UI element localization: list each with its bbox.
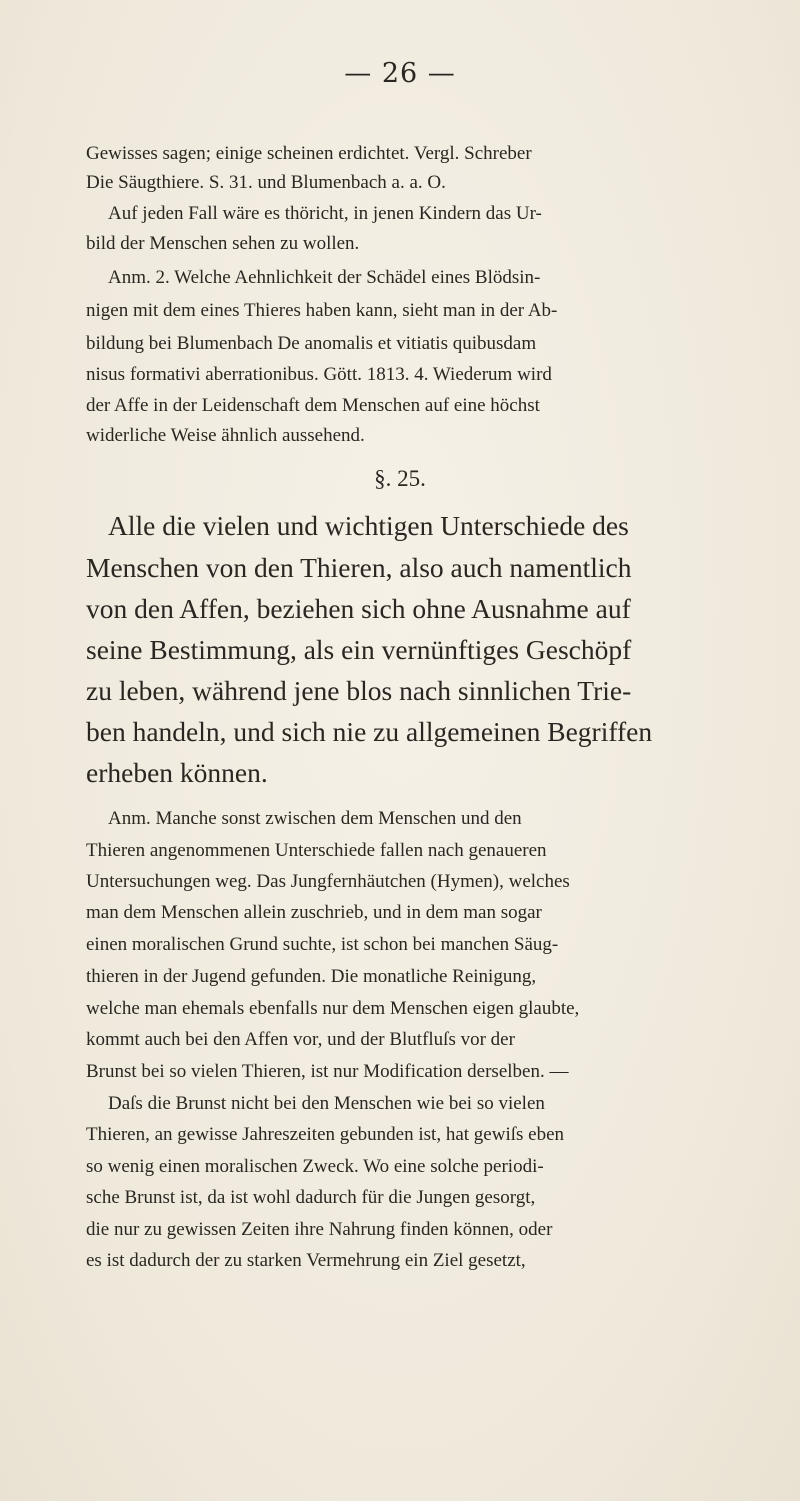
annotation-line: einen moralischen Grund suchte, ist schon bei manchen Säug- [86, 934, 559, 955]
note-line: bild der Menschen sehen zu wollen. [86, 233, 360, 254]
annotation-line: Thieren, an gewisse Jahreszeiten gebunden ist, hat gewiſs eben [86, 1124, 565, 1145]
annotation-line: welche man ehemals ebenfalls nur dem Menschen eigen glaubte, [86, 998, 580, 1019]
note-line: nigen mit dem eines Thieres haben kann, sieht man in der Ab- [86, 300, 558, 321]
page-number: — 26 — [344, 58, 456, 89]
section-heading: §. 25. [374, 466, 426, 491]
annotation-line: thieren in der Jugend gefunden. Die monatliche Reinigung, [86, 966, 537, 987]
annotation-line: kommt auch bei den Affen vor, und der Blutfluſs vor der [86, 1029, 515, 1050]
annotation-line: Anm. Manche sonst zwischen dem Menschen und den [108, 808, 522, 829]
main-text-line: von den Affen, beziehen sich ohne Ausnahme auf [86, 593, 631, 624]
note-line: Auf jeden Fall wäre es thöricht, in jenen Kindern das Ur- [108, 203, 542, 224]
note-line: Anm. 2. Welche Aehnlichkeit der Schädel eines Blödsin- [108, 267, 541, 288]
note-line: der Affe in der Leidenschaft dem Menschen auf eine höchst [86, 395, 540, 416]
annotation-line: so wenig einen moralischen Zweck. Wo eine solche periodi- [86, 1156, 544, 1177]
annotation-line: Daſs die Brunst nicht bei den Menschen wie bei so vielen [108, 1093, 545, 1114]
annotation-line: es ist dadurch der zu starken Vermehrung ein Ziel gesetzt, [86, 1250, 526, 1271]
annotation-line: Untersuchungen weg. Das Jungfernhäutchen (Hymen), welches [86, 871, 570, 892]
annotation-line: die nur zu gewissen Zeiten ihre Nahrung finden können, oder [86, 1219, 553, 1240]
annotation-line: Brunst bei so vielen Thieren, ist nur Modification derselben. — [86, 1061, 569, 1082]
annotation-line: Thieren angenommenen Unterschiede fallen nach genaueren [86, 840, 547, 861]
annotation-line: man dem Menschen allein zuschrieb, und in dem man sogar [86, 902, 542, 923]
main-text-line: ben handeln, und sich nie zu allgemeinen Begriffen [86, 716, 653, 747]
main-text-line: erheben können. [86, 757, 268, 788]
note-line: Gewisses sagen; einige scheinen erdichtet. Vergl. Schreber [86, 143, 532, 164]
main-text-line: zu leben, während jene blos nach sinnlichen Trie- [86, 675, 632, 706]
note-line: bildung bei Blumenbach De anomalis et vitiatis quibusdam [86, 333, 537, 354]
note-line: Die Säugthiere. S. 31. und Blumenbach a. a. O. [86, 172, 446, 193]
main-text-line: seine Bestimmung, als ein vernünftiges Geschöpf [86, 634, 632, 665]
main-text-line: Menschen von den Thieren, also auch namentlich [86, 552, 632, 583]
note-line: nisus formativi aberrationibus. Gött. 1813. 4. Wiederum wird [86, 364, 552, 385]
annotation-line: sche Brunst ist, da ist wohl dadurch für die Jungen gesorgt, [86, 1187, 536, 1208]
main-text-line: Alle die vielen und wichtigen Unterschiede des [108, 510, 629, 541]
note-line: widerliche Weise ähnlich aussehend. [86, 425, 365, 446]
